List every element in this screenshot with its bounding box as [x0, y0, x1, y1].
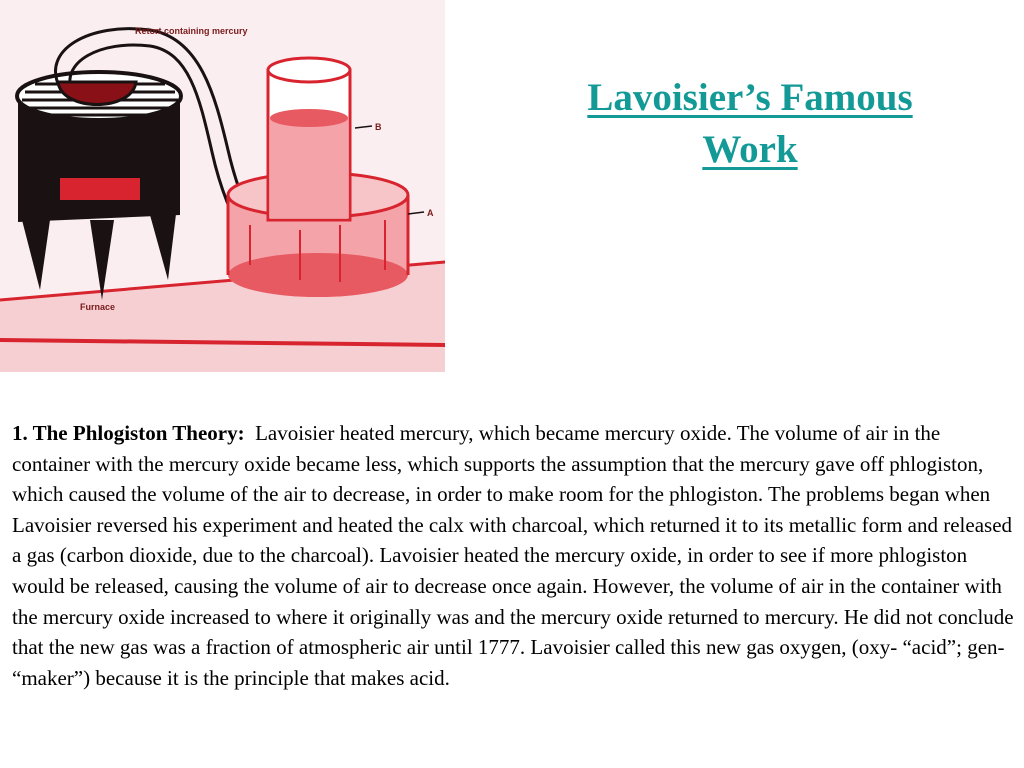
section-heading: 1. The Phlogiston Theory:	[12, 421, 245, 445]
title-line-1: Lavoisier’s Famous	[587, 76, 913, 119]
label-a: A	[427, 208, 434, 218]
experiment-illustration	[0, 0, 445, 372]
bell-jar	[268, 58, 350, 220]
title-line-2: Work	[702, 128, 798, 171]
furnace-label: Furnace	[80, 302, 116, 312]
retort-label: Retort containing mercury	[135, 26, 248, 36]
slide-title	[540, 72, 960, 176]
body-text: Lavoisier heated mercury, which became mercury oxide. The volume of air in the container with the mercury oxide became less, which supports the assumption that the mercury gave off phlogiston, which caused the volume of the air to decrease, in order to make room for the phlogiston. The problems began when Lavoisier reversed his experiment and heated the calx with charcoal, which returned it to its metallic form and released a gas (carbon dioxide, due to the charcoal). Lavoisier heated the mercury oxide, in order to see if more phlogiston would be released, causing the volume of air to decrease once again. However, the volume of air in the container with the mercury oxide increased to where it originally was and the mercury oxide returned to mercury. He did not conclude that the new gas was a fraction of atmospheric air until 1777. Lavoisier called this new gas oxygen, (oxy- “acid”; gen- “maker”) because it is the principle that makes acid.	[12, 421, 1014, 690]
furnace	[17, 72, 181, 300]
body-paragraph	[12, 418, 1016, 693]
label-b: B	[375, 122, 382, 132]
apparatus-drawing	[0, 0, 445, 372]
